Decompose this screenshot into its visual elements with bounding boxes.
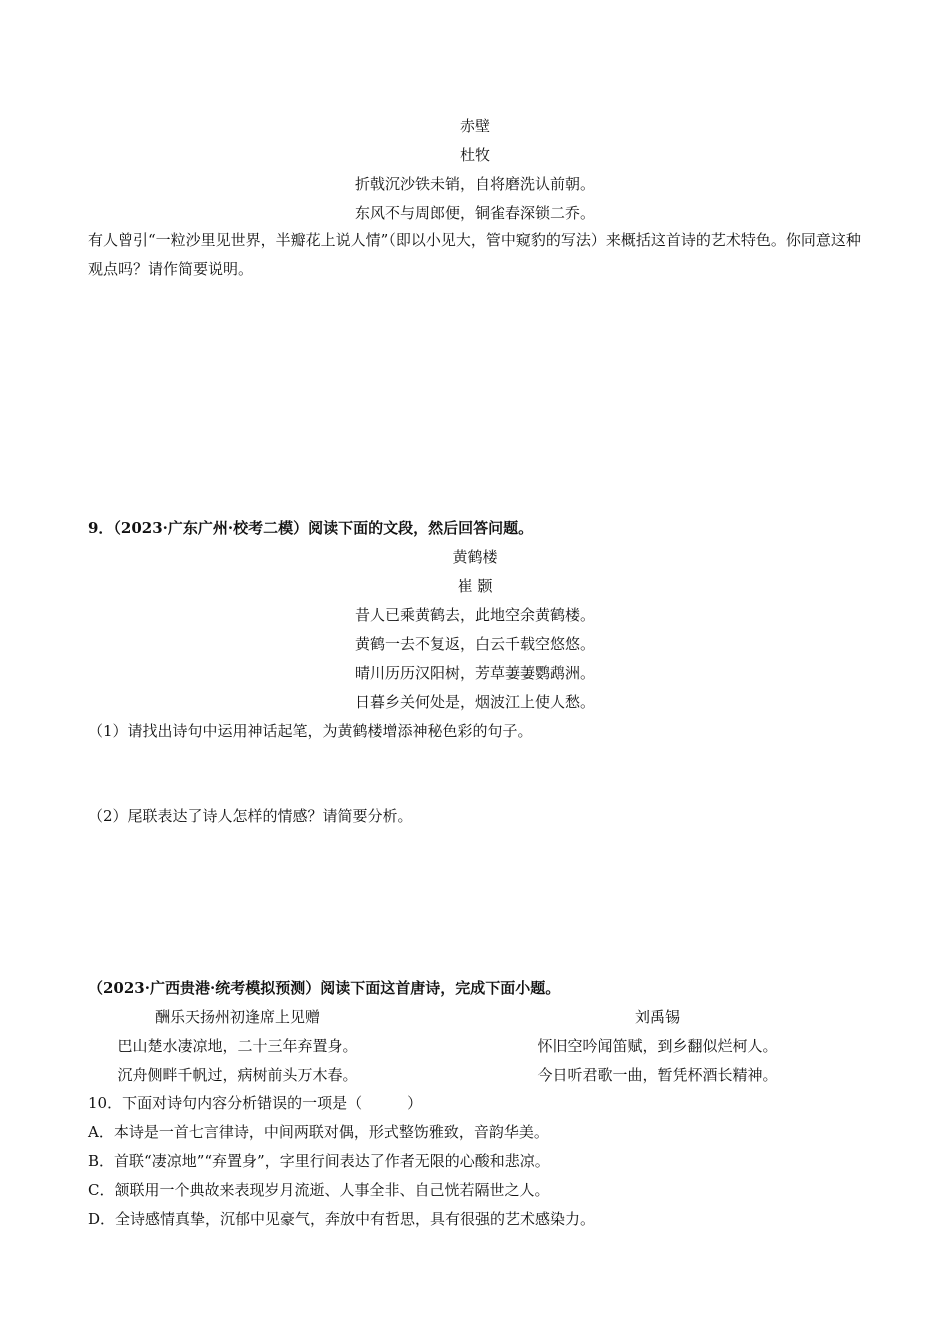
poem1-author: 杜牧 <box>459 146 490 164</box>
q9-poem-title: 黄鹤楼 <box>452 548 498 566</box>
q9-sub-question-1: （1）请找出诗句中运用神话起笔，为黄鹤楼增添神秘色彩的句子。 <box>88 722 533 740</box>
q10-question: 10．下面对诗句内容分析错误的一项是（ ） <box>88 1094 423 1112</box>
poem1-line-1: 折戟沉沙铁未销，自将磨洗认前朝。 <box>354 175 595 193</box>
q9-poem-line-1: 昔人已乘黄鹤去，此地空余黄鹤楼。 <box>354 606 595 624</box>
q9-poem-line-3: 晴川历历汉阳树，芳草萋萋鹦鹉洲。 <box>354 664 595 682</box>
q10-poem-line-4: 今日听君歌一曲，暂凭杯酒长精神。 <box>537 1066 778 1084</box>
q9-poem-line-2: 黄鹤一去不复返，白云千载空悠悠。 <box>354 635 595 653</box>
q9-poem-line-4: 日暮乡关何处是，烟波江上使人愁。 <box>354 693 595 711</box>
q10-option-d: D．全诗感情真挚，沉郁中见豪气，奔放中有哲思，具有很强的艺术感染力。 <box>88 1210 596 1228</box>
poem1-line-2: 东风不与周郎便，铜雀春深锁二乔。 <box>354 204 595 222</box>
q9-sub-question-2: （2）尾联表达了诗人怎样的情感？请简要分析。 <box>88 807 413 825</box>
q9-poem-author: 崔 颢 <box>457 577 493 595</box>
q10-poem-author: 刘禹锡 <box>634 1008 680 1026</box>
q10-poem-line-3: 沉舟侧畔千帆过，病树前头万木春。 <box>117 1066 358 1084</box>
q10-option-c: C．颔联用一个典故来表现岁月流逝、人事全非、自己恍若隔世之人。 <box>88 1181 550 1199</box>
q10-poem-line-2: 怀旧空吟闻笛赋，到乡翻似烂柯人。 <box>537 1037 778 1055</box>
q10-header: （2023·广西贵港·统考模拟预测）阅读下面这首唐诗，完成下面小题。 <box>88 979 561 997</box>
q9-header: 9．（2023·广东广州·校考二模）阅读下面的文段，然后回答问题。 <box>88 519 534 537</box>
poem1-title: 赤壁 <box>459 117 490 135</box>
q10-poem-title: 酬乐天扬州初逢席上见赠 <box>154 1008 320 1026</box>
poem1-question: 有人曾引“一粒沙里见世界，半瓣花上说人情”（即以小见大，管中窥豹的写法）来概括这首诗的艺术特色。你同意这种观点吗？请作简要说明。 <box>88 231 861 278</box>
q10-option-a: A．本诗是一首七言律诗，中间两联对偶，形式整饬雅致，音韵华美。 <box>88 1123 549 1141</box>
q10-option-b: B．首联“凄凉地”“弃置身”，字里行间表达了作者无限的心酸和悲凉。 <box>88 1152 550 1170</box>
q10-poem-line-1: 巴山楚水凄凉地，二十三年弃置身。 <box>117 1037 358 1055</box>
